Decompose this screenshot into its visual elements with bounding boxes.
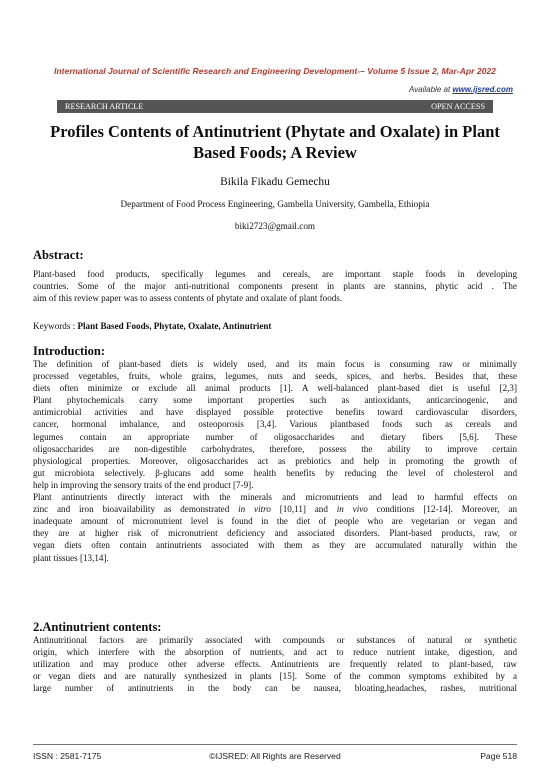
author-affiliation: Department of Food Process Engineering, Gambella University, Gambella, Ethiopia <box>120 199 430 209</box>
section-2-line: utilization and may produce other adverse effects. Antinutrients are frequently related to plant-based, raw <box>33 659 517 670</box>
journal-website-link[interactable]: www.ijsred.com <box>452 85 513 94</box>
research-article-label: RESEARCH ARTICLE <box>65 101 144 111</box>
open-access-label: OPEN ACCESS <box>431 101 485 111</box>
author-email[interactable]: biki2723@gmail.com <box>234 221 316 231</box>
journal-header: International Journal of Scientific Research and Engineering Development-– Volume 5 Issue 2, Mar-Apr 2022 <box>54 66 496 76</box>
abstract-line: aim of this review paper was to assess contents of phytate and oxalate of plant foods. <box>33 293 343 304</box>
section-2-line: origin, which interfere with the absorption of nutrients, and act to reduce nutrient intake, digestion, and <box>33 647 517 658</box>
section-2-line: Antinutritional factors are primarily associated with compounds or substances of natural or synthetic <box>33 635 517 645</box>
section-2-text <box>33 634 517 694</box>
introduction-line: legumes contain an appropriate number of oligosaccharides and dietary fibers [5,6]. These <box>33 431 517 442</box>
introduction-line: cancer, hormonal imbalance, and osteoporosis [3,4]. Various plantbased foods such as cereals and <box>33 419 517 430</box>
keywords-label: Keywords : <box>33 321 78 331</box>
article-type-bar <box>57 100 493 113</box>
introduction-line: Plant antinutrients directly interact with the minerals and micronutrients and lead to harmful effects on <box>33 492 517 503</box>
introduction-text <box>33 358 517 564</box>
introduction-line: they are at higher risk of micronutrient deficiency and associated disorders. Plant-based products, raw, or <box>33 528 517 539</box>
introduction-line: plant tissues [13,14]. <box>33 552 109 563</box>
issn: ISSN : 2581-7175 <box>33 751 102 761</box>
introduction-line: help in improving the sensory traits of the end product [7-9]. <box>33 479 254 490</box>
introduction-line: The definition of plant-based diets is widely used, and its main focus is consuming raw or minimally <box>33 359 517 369</box>
introduction-line: gut microbiota selectively. β-glucans add some health benefits by reducing the level of cholesterol and <box>33 467 517 478</box>
abstract-heading: Abstract: <box>33 248 84 262</box>
abstract-text <box>33 268 517 304</box>
available-prefix: Available at <box>408 85 453 94</box>
introduction-line: diets often minimize or exclude all animal products [1]. A well-balanced plant-based diet is useful [2,3] <box>33 383 517 394</box>
introduction-line: vegan diets often contain antinutrients associated with them as they are accumulated naturally within the <box>33 540 517 551</box>
copyright: ©IJSRED: All Rights are Reserved <box>209 751 341 761</box>
title-line: Profiles Contents of Antinutrient (Phytate and Oxalate) in Plant <box>50 122 500 141</box>
footer-divider <box>33 744 517 745</box>
paper-title <box>40 121 510 163</box>
introduction-line: processed vegetables, fruits, whole grains, legumes, nuts and seeds, spices, and herbs. Besides that, these <box>33 371 517 382</box>
keywords <box>33 320 517 332</box>
section-2-line: or vegan diets and are naturally synthesized in plants [15]. Some of the common symptoms exhibited by a <box>33 671 517 682</box>
available-at <box>409 85 513 94</box>
introduction-heading: Introduction: <box>33 344 106 358</box>
keywords-list: Plant Based Foods, Phytate, Oxalate, Antinutrient <box>77 321 272 331</box>
introduction-line: inadequate amount of micronutrient level is found in the diet of people who are vegetarian or vegan and <box>33 516 517 527</box>
abstract-line: Plant-based food products, specifically legumes and cereals, are important staple foods in developing <box>33 269 517 279</box>
section-2-line: large number of antinutrients in the body can be nausea, bloating,headaches, rashes, nutritional <box>33 683 517 694</box>
introduction-line: antimicrobial activities and have displayed possible protective benefits toward cardiovascular disorders, <box>33 407 517 418</box>
introduction-line: Plant phytochemicals carry some important properties such as antioxidants, anticarcinogenic, and <box>33 395 517 406</box>
introduction-line: physiological properties. Moreover, oligosaccharides act as prebiotics and help in promoting the growth of <box>33 455 517 466</box>
title-line: Based Foods; A Review <box>193 143 357 162</box>
introduction-line: zinc and iron bioavailability as demonstrated in vitro [10,11] and in vivo conditions [12-14]. Moreover, an <box>33 504 517 515</box>
author-name: Bikila Fikadu Gemechu <box>220 176 330 188</box>
introduction-line: oligosaccharides are non-digestible carbohydrates, therefore, possess the ability to improve certain <box>33 443 517 454</box>
section-2-heading: 2.Antinutrient contents: <box>33 620 162 634</box>
page-number: Page 518 <box>480 751 517 761</box>
abstract-line: countries. Some of the major anti-nutritional components present in plants are stannins, phytic acid . The <box>33 281 517 292</box>
